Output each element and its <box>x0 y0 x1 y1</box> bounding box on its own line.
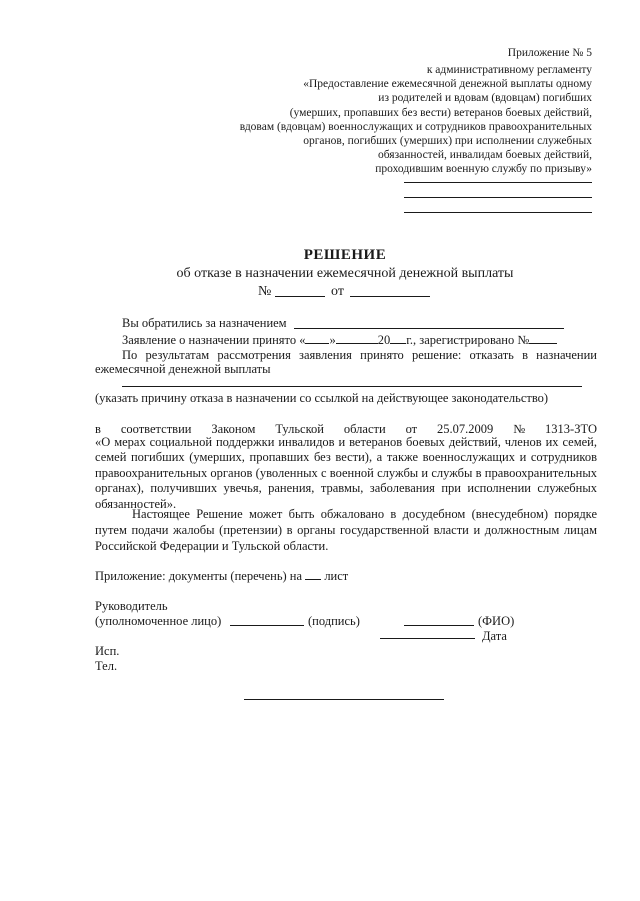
appendix-number: Приложение № 5 <box>507 47 592 59</box>
appeal-text: Настоящее Решение может быть обжаловано в досудебном (внесудебном) порядке путем подачи жалобы (претензии) в органы государственной власти и должностным лицам Российской Федерации и Тульской области. <box>95 507 597 553</box>
applied-text: Вы обратились за назначением <box>122 316 287 330</box>
applied-blank <box>294 328 564 329</box>
appendix-line: обязанностей, инвалидам боевых действий, <box>377 149 592 161</box>
reason-blank <box>122 386 582 387</box>
law-word: от <box>405 422 418 436</box>
signature-label: (подпись) <box>308 614 360 628</box>
appendix-line: органов, погибших (умерших) при исполнении служебных <box>303 135 592 147</box>
phone-label: Тел. <box>95 659 118 673</box>
law-word: Тульской <box>275 422 324 436</box>
law-text: «О мерах социальной поддержки инвалидов и ветеранов боевых действий, членов их семей, семей погибших (умерших, пропавших без вести), а также военнослужащих и сотрудников правоохранительных органов (уволенных с военной службы и службы в правоохранительных органах), получивших увечья, ранения, травмы, заболевания при исполнении служебных обязанностей». <box>95 435 597 511</box>
executor-label: Исп. <box>95 644 120 658</box>
decision-date-label: от <box>331 284 344 299</box>
application-reg-blank <box>529 331 557 344</box>
date-blank <box>380 638 475 639</box>
attachment-count-blank <box>305 567 321 580</box>
application-year: 20 <box>377 333 391 347</box>
application-year-blank <box>390 331 406 344</box>
attachment-prefix: Приложение: документы (перечень) на <box>95 569 303 583</box>
result-text: По результатам рассмотрения заявления принято решение: отказать в назначении <box>122 348 597 362</box>
fio-label: (ФИО) <box>478 614 515 628</box>
law-word: области <box>343 422 386 436</box>
head-label: Руководитель <box>95 599 168 613</box>
appendix-line: (умерших, пропавших без вести) ветеранов боевых действий, <box>289 107 592 119</box>
decision-number-label: № <box>258 284 272 299</box>
attachment-line <box>95 567 348 584</box>
authorized-label: (уполномоченное лицо) <box>95 614 222 628</box>
law-word: в <box>95 422 101 436</box>
footer-divider <box>244 699 444 700</box>
law-word: Законом <box>211 422 256 436</box>
law-word: 25.07.2009 <box>437 422 494 436</box>
page-subtitle: об отказе в назначении ежемесячной денежной выплаты <box>176 266 514 281</box>
application-prefix: Заявление о назначении принято « <box>122 333 306 347</box>
reason-note: (указать причину отказа в назначении со ссылкой на действующее законодательство) <box>95 391 549 405</box>
page-title: РЕШЕНИЕ <box>303 247 387 263</box>
application-line <box>122 331 557 348</box>
decision-date-blank <box>350 296 430 297</box>
appendix-line: «Предоставление ежемесячной денежной выплаты одному <box>303 78 592 90</box>
signature-blank <box>230 625 304 626</box>
result-text-cont: ежемесячной денежной выплаты <box>95 362 271 376</box>
recipient-line <box>404 212 592 213</box>
appendix-line: вдовам (вдовцам) военнослужащих и сотрудников правоохранительных <box>239 121 592 133</box>
recipient-line <box>404 182 592 183</box>
date-label: Дата <box>482 629 507 643</box>
law-word: 1313-ЗТО <box>545 422 597 436</box>
application-month-blank <box>336 331 378 344</box>
application-quote: » <box>329 333 336 347</box>
appendix-line: из родителей и вдовам (вдовцам) погибших <box>378 92 592 104</box>
decision-number-blank <box>275 296 325 297</box>
fio-blank <box>404 625 474 626</box>
application-day-blank <box>305 331 329 344</box>
application-suffix: г., зарегистрировано № <box>406 333 530 347</box>
law-word: соответствии <box>120 422 192 436</box>
recipient-line <box>404 197 592 198</box>
law-word: № <box>513 422 526 436</box>
attachment-suffix: лист <box>324 569 349 583</box>
appendix-line: к административному регламенту <box>426 64 592 76</box>
appendix-line: проходившим военную службу по призыву» <box>375 163 592 175</box>
